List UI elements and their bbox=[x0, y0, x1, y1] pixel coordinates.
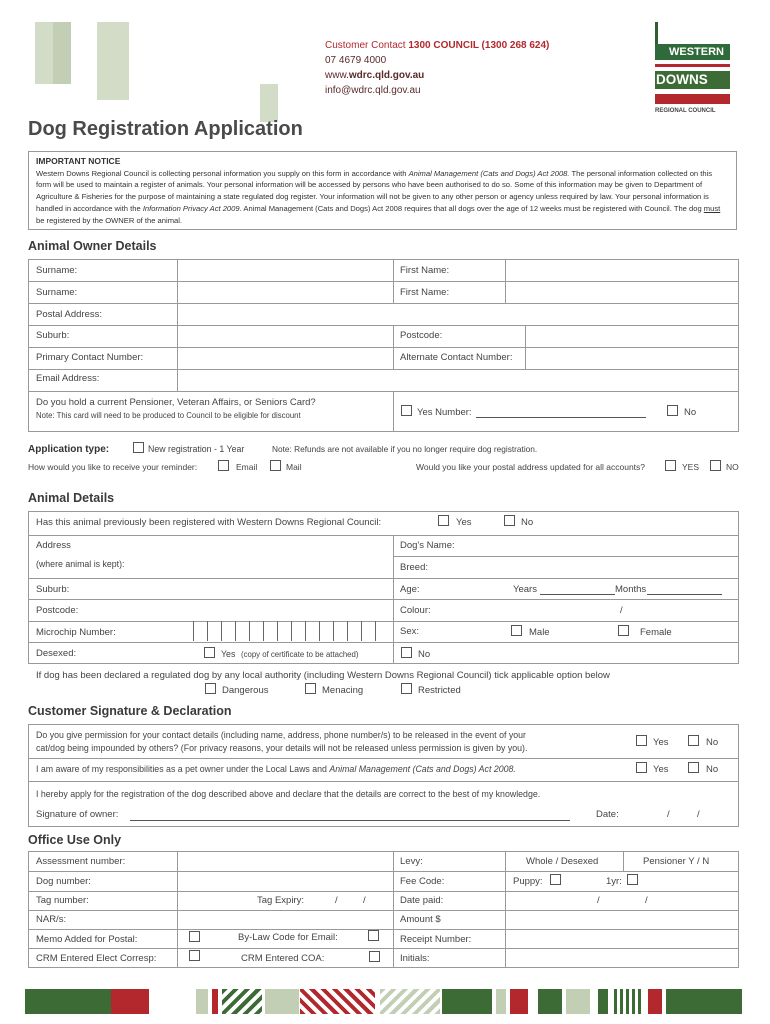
initials-label: Initials: bbox=[400, 953, 430, 964]
fee-code-label: Fee Code: bbox=[400, 876, 445, 887]
bylaw-email-label: By-Law Code for Email: bbox=[238, 932, 338, 943]
crm-coa-label: CRM Entered COA: bbox=[241, 953, 325, 964]
desexed-yes-label: Yes bbox=[221, 649, 236, 659]
dangerous-label: Dangerous bbox=[222, 685, 269, 696]
age-months-label: Months bbox=[615, 584, 647, 595]
crm-elect-corresp-label: CRM Entered Elect Corresp: bbox=[36, 953, 157, 964]
sex-label: Sex: bbox=[400, 626, 420, 637]
permission-no-label: No bbox=[706, 737, 719, 748]
header-decoration bbox=[260, 84, 278, 122]
declaration-section-heading: Customer Signature & Declaration bbox=[28, 704, 232, 718]
postal-update-yes-label: YES bbox=[682, 462, 700, 472]
postcode-label: Postcode: bbox=[400, 330, 443, 341]
pension-number-field[interactable] bbox=[476, 417, 646, 418]
animal-section-heading: Animal Details bbox=[28, 491, 115, 505]
restricted-checkbox[interactable] bbox=[401, 683, 412, 694]
one-year-label: 1yr: bbox=[606, 876, 622, 887]
new-registration-checkbox[interactable] bbox=[133, 442, 144, 453]
permission-no-checkbox[interactable] bbox=[688, 735, 699, 746]
awareness-yes-label: Yes bbox=[653, 764, 669, 775]
signature-date-label: Date: bbox=[596, 809, 619, 820]
tag-number-label: Tag number: bbox=[36, 895, 89, 906]
pensioner-label: Pensioner Y / N bbox=[643, 856, 710, 867]
reminder-email-checkbox[interactable] bbox=[218, 460, 229, 471]
previous-registration-yes-checkbox[interactable] bbox=[438, 515, 449, 526]
sex-female-label: Female bbox=[640, 627, 672, 638]
crm-elect-corresp-checkbox[interactable] bbox=[189, 950, 200, 961]
contact-label: Customer Contact bbox=[325, 40, 406, 51]
website[interactable]: www.wdrc.qld.gov.au bbox=[325, 70, 425, 81]
puppy-checkbox[interactable] bbox=[550, 874, 561, 885]
new-registration-label: New registration - 1 Year bbox=[148, 444, 245, 454]
memo-postal-checkbox[interactable] bbox=[189, 931, 200, 942]
bylaw-email-checkbox[interactable] bbox=[368, 930, 379, 941]
menacing-label: Menacing bbox=[322, 685, 364, 696]
animal-address-note: (where animal is kept): bbox=[36, 559, 125, 569]
tag-expiry-label: Tag Expiry: bbox=[257, 895, 304, 906]
pension-question: Do you hold a current Pensioner, Veteran Affairs, or Seniors Card? bbox=[36, 397, 316, 408]
previous-registration-no-label: No bbox=[521, 517, 534, 528]
dog-number-label: Dog number: bbox=[36, 876, 91, 887]
first-name-label-2: First Name: bbox=[400, 287, 450, 298]
sex-male-checkbox[interactable] bbox=[511, 625, 522, 636]
tag-expiry-slash: / bbox=[335, 895, 338, 906]
colour-slash: / bbox=[620, 605, 623, 616]
animal-suburb-label: Suburb: bbox=[36, 584, 70, 595]
whole-desexed-label: Whole / Desexed bbox=[526, 856, 599, 867]
date-slash: / bbox=[697, 809, 700, 820]
application-type-label: Application type: bbox=[28, 444, 110, 455]
previous-registration-no-checkbox[interactable] bbox=[504, 515, 515, 526]
age-months-field[interactable] bbox=[647, 594, 722, 595]
restricted-label: Restricted bbox=[418, 685, 461, 696]
previous-registration-yes-label: Yes bbox=[456, 517, 472, 528]
primary-contact-label: Primary Contact Number: bbox=[36, 352, 144, 363]
contact-phone: 1300 COUNCIL (1300 268 624) bbox=[408, 40, 550, 51]
permission-question-line1: Do you give permission for your contact details (including name, address, phone number/s) to be released in the event of your bbox=[36, 730, 526, 740]
levy-label: Levy: bbox=[400, 856, 423, 867]
alternate-contact-label: Alternate Contact Number: bbox=[400, 352, 513, 363]
suburb-label: Suburb: bbox=[36, 330, 70, 341]
awareness-statement: I am aware of my responsibilities as a pet owner under the Local Laws and Animal Management (Cats and Dogs) Act 2008. bbox=[36, 764, 516, 774]
desexed-label: Desexed: bbox=[36, 648, 77, 659]
postal-update-question: Would you like your postal address updated for all accounts? bbox=[416, 462, 646, 472]
signature-field[interactable] bbox=[130, 820, 570, 821]
breed-label: Breed: bbox=[400, 562, 428, 573]
animal-address-label: Address bbox=[36, 540, 71, 551]
colour-label: Colour: bbox=[400, 605, 431, 616]
awareness-yes-checkbox[interactable] bbox=[636, 762, 647, 773]
pension-note: Note: This card will need to be produced to Council to be eligible for discount bbox=[36, 411, 301, 420]
header-decoration bbox=[35, 22, 53, 84]
awareness-no-label: No bbox=[706, 764, 719, 775]
receipt-number-label: Receipt Number: bbox=[400, 934, 472, 945]
postal-address-label: Postal Address: bbox=[36, 309, 103, 320]
microchip-label: Microchip Number: bbox=[36, 627, 116, 638]
menacing-checkbox[interactable] bbox=[305, 683, 316, 694]
puppy-label: Puppy: bbox=[513, 876, 543, 887]
notice-heading: IMPORTANT NOTICE bbox=[36, 156, 121, 166]
email-label: Email Address: bbox=[36, 373, 100, 384]
dogs-name-label: Dog's Name: bbox=[400, 540, 455, 551]
date-paid-label: Date paid: bbox=[400, 895, 444, 906]
refund-note: Note: Refunds are not available if you no longer require dog registration. bbox=[272, 444, 538, 454]
header-decoration bbox=[53, 22, 71, 84]
tag-expiry-slash: / bbox=[363, 895, 366, 906]
permission-yes-checkbox[interactable] bbox=[636, 735, 647, 746]
sex-male-label: Male bbox=[529, 627, 550, 638]
header-decoration bbox=[97, 22, 129, 100]
contact-block bbox=[325, 38, 549, 98]
age-years-field[interactable] bbox=[540, 594, 615, 595]
date-paid-slash: / bbox=[645, 895, 648, 906]
age-label: Age: bbox=[400, 584, 420, 595]
amount-label: Amount $ bbox=[400, 914, 441, 925]
memo-postal-label: Memo Added for Postal: bbox=[36, 934, 138, 945]
pension-yes-checkbox[interactable] bbox=[401, 405, 412, 416]
postal-update-no-checkbox[interactable] bbox=[710, 460, 721, 471]
first-name-label: First Name: bbox=[400, 265, 450, 276]
desexed-no-checkbox[interactable] bbox=[401, 647, 412, 658]
yes-number-label: Yes Number: bbox=[417, 407, 472, 418]
animal-postcode-label: Postcode: bbox=[36, 605, 79, 616]
permission-question-line2: cat/dog being impounded by others? (For privacy reasons, your details will not be released unless permission is given by you). bbox=[36, 743, 528, 753]
dangerous-checkbox[interactable] bbox=[205, 683, 216, 694]
previous-registration-question: Has this animal previously been registered with Western Downs Regional Council: bbox=[36, 517, 382, 528]
desexed-note: (copy of certificate to be attached) bbox=[241, 650, 359, 659]
postal-update-yes-checkbox[interactable] bbox=[665, 460, 676, 471]
date-paid-slash: / bbox=[597, 895, 600, 906]
contact-phone-2: 07 4679 4000 bbox=[325, 55, 387, 66]
sex-female-checkbox[interactable] bbox=[618, 625, 629, 636]
nars-label: NAR/s: bbox=[36, 914, 67, 925]
pension-no-label: No bbox=[684, 407, 697, 418]
desexed-yes-checkbox[interactable] bbox=[204, 647, 215, 658]
reminder-mail-label: Mail bbox=[286, 462, 302, 472]
postal-update-no-label: NO bbox=[726, 462, 739, 472]
assessment-number-label: Assessment number: bbox=[36, 856, 126, 867]
council-logo: WESTERN DOWNS REGIONAL COUNCIL bbox=[655, 22, 730, 114]
surname-label-2: Surname: bbox=[36, 287, 78, 298]
contact-email[interactable]: info@wdrc.qld.gov.au bbox=[325, 85, 421, 96]
surname-label: Surname: bbox=[36, 265, 78, 276]
owner-section-heading: Animal Owner Details bbox=[28, 239, 157, 253]
date-slash: / bbox=[667, 809, 670, 820]
notice-text: Western Downs Regional Council is collecting personal information you supply on this form in accordance with Animal Management (Cats and Dogs) Act 2008. The personal information collected on this form will be used to maintain a register of animals. Your personal information will be accessed by persons who have been authorised to do so. Some of this information may be given to Department of Agriculture & Fisheries for the purpose of maintaining a state regulated dog register. Your information will not be given to any other person or agency unless required by law. Your personal information is handled in accordance with the Information Privacy Act 2009. Animal Management (Cats and Dogs) Act 2008 requires that all dogs over the age of 12 weeks must be registered with Council. The dog must be registered by the OWNER of the animal. bbox=[36, 168, 721, 225]
desexed-no-label: No bbox=[418, 649, 431, 660]
application-declaration: I hereby apply for the registration of the dog described above and declare that the details are correct to the best of my knowledge. bbox=[36, 789, 541, 799]
pension-no-checkbox[interactable] bbox=[667, 405, 678, 416]
reminder-mail-checkbox[interactable] bbox=[270, 460, 281, 471]
awareness-no-checkbox[interactable] bbox=[688, 762, 699, 773]
reminder-question: How would you like to receive your reminder: bbox=[28, 462, 198, 472]
permission-yes-label: Yes bbox=[653, 737, 669, 748]
microchip-field[interactable] bbox=[193, 621, 393, 642]
page-title: Dog Registration Application bbox=[28, 118, 303, 140]
crm-coa-checkbox[interactable] bbox=[369, 951, 380, 962]
office-section-heading: Office Use Only bbox=[28, 833, 122, 847]
signature-label: Signature of owner: bbox=[36, 809, 119, 820]
one-year-checkbox[interactable] bbox=[627, 874, 638, 885]
important-notice bbox=[28, 151, 737, 230]
reminder-email-label: Email bbox=[236, 462, 258, 472]
regulated-dog-question: If dog has been declared a regulated dog by any local authority (including Western Downs Regional Council) tick applicable option below bbox=[36, 670, 610, 681]
age-years-label: Years bbox=[513, 584, 537, 595]
